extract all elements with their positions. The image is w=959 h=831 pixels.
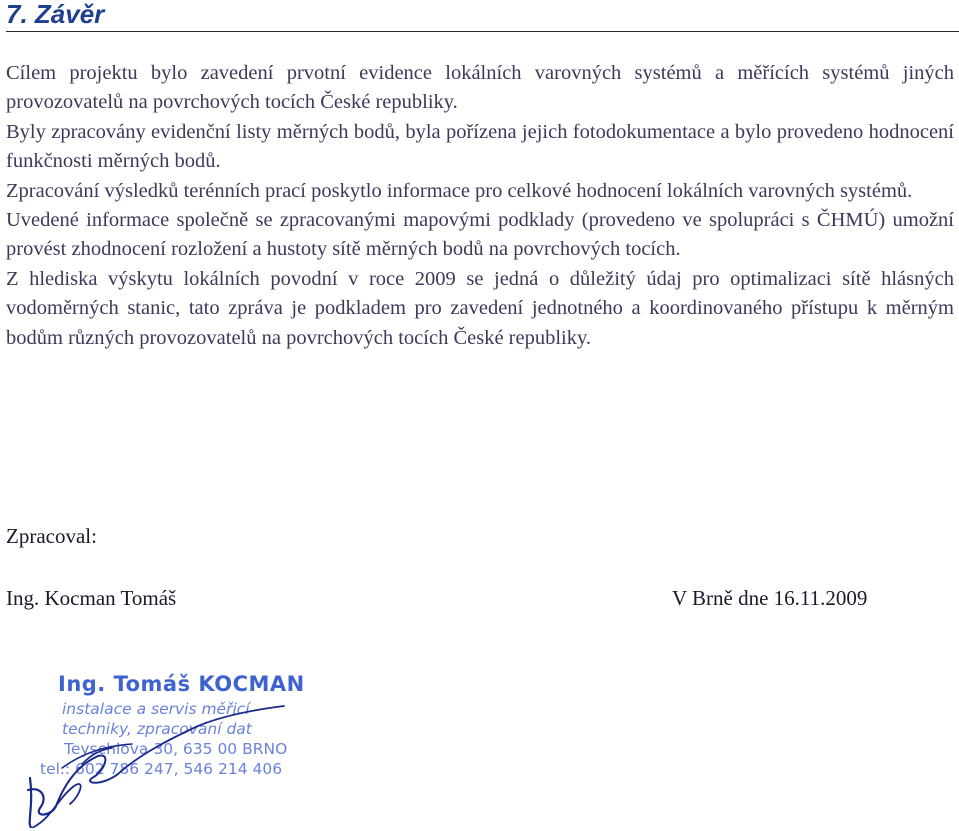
heading-underline: [6, 31, 959, 32]
paragraph: Zpracování výsledků terénních prací poskytlo informace pro celkové hodnocení lokálních varovných systémů.: [6, 179, 913, 202]
stamp-name: Ing. Tomáš KOCMAN: [58, 672, 305, 696]
paragraph: Uvedené informace společně se zpracovanými mapovými podklady (provedeno ve spolupráci s ČHMÚ) umožní provést zhodnocení rozložení a hustoty sítě měrných bodů na povrchových tocích.: [6, 209, 954, 261]
stamp-services-line: instalace a servis měřicí: [62, 700, 250, 718]
stamp-phone: tel.: 602 786 247, 546 214 406: [40, 760, 283, 778]
conclusion-text: [6, 59, 954, 353]
paragraph: Z hlediska výskytu lokálních povodní v roce 2009 se jedná o důležitý údaj pro optimalizaci sítě hlásných vodoměrných stanic, tato zpráva je podkladem pro zavedení jednotného a koordinovaného přístupu k měrným bodům různých provozovatelů na povrchových tocích České republiky.: [6, 267, 954, 349]
stamp-address: Teyschlova 30, 635 00 BRNO: [64, 740, 288, 758]
stamp-services-line: techniky, zpracování dat: [62, 720, 252, 738]
section-heading: 7. Závěr: [6, 0, 105, 29]
author-name: Ing. Kocman Tomáš: [6, 586, 177, 610]
place-and-date: V Brně dne 16.11.2009: [672, 586, 868, 610]
prepared-by-label: Zpracoval:: [6, 524, 97, 548]
company-stamp: [22, 668, 342, 828]
paragraph: Cílem projektu bylo zavedení prvotní evidence lokálních varovných systémů a měřících systémů jiných provozovatelů na povrchových tocích České republiky.: [6, 62, 954, 114]
handwritten-signature: [22, 668, 342, 828]
paragraph: Byly zpracovány evidenční listy měrných bodů, byla pořízena jejich fotodokumentace a bylo provedeno hodnocení funkčnosti měrných bodů.: [6, 120, 954, 173]
